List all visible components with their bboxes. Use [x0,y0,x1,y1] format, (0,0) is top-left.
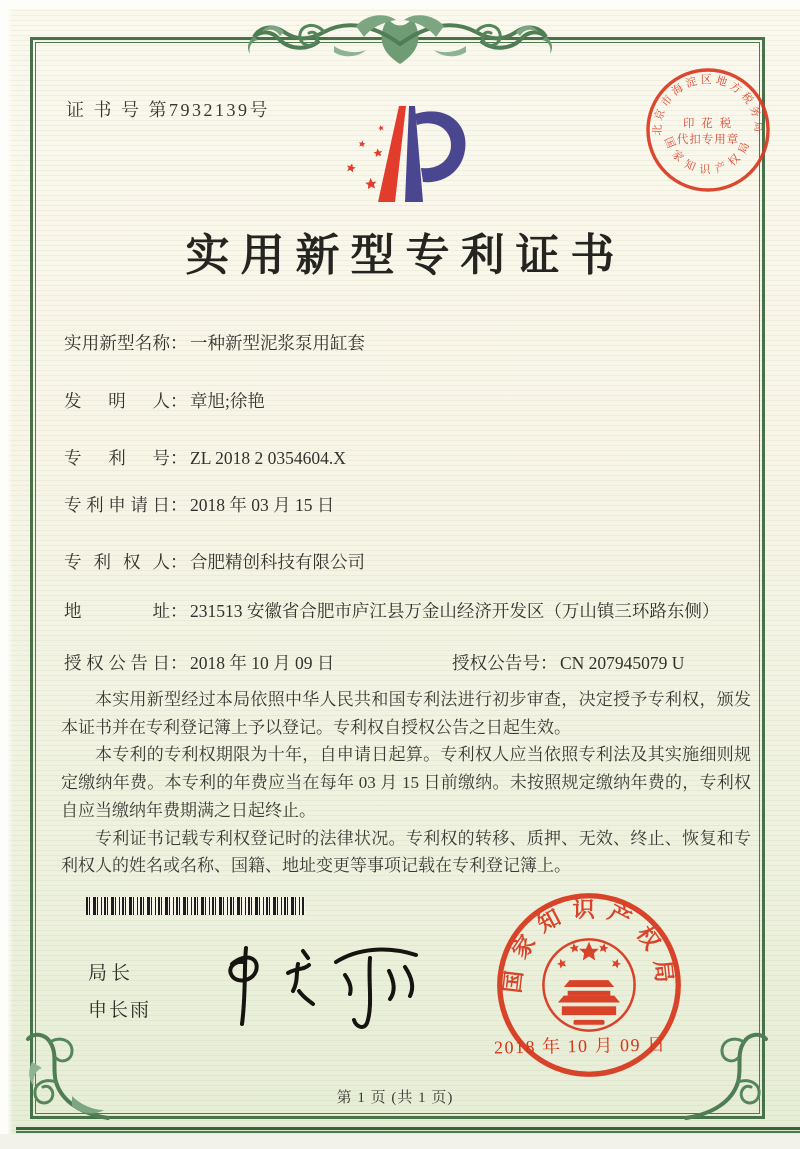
director-name: 申长雨 [88,1000,152,1021]
field-label: 实用新型名称 [64,333,170,353]
field-colon: ： [170,552,188,572]
field-colon: ： [170,653,188,673]
tax-seal-arc-top-text: 北京市海淀区地方税务局 [651,74,765,136]
body-paragraph-1: 本实用新型经过本局依照中华人民共和国专利法进行初步审查，决定授予专利权，颁发本证书并在专利登记簿上予以登记。专利权自授权公告之日起生效。 [61,690,751,737]
body-paragraph-2: 本专利的专利权期限为十年，自申请日起算。专利权人应当依照专利法及其实施细则规定缴纳年费。本专利的年费应当在每年 03 月 15 日前缴纳。未按照规定缴纳年费的，专利权自应当缴纳年费期满之日起终止。 [61,745,751,820]
field-colon: ： [170,601,188,621]
tax-seal-center-line1: 印 花 税 [682,118,734,130]
barcode [86,897,305,915]
field-colon: ： [170,448,188,468]
field-label: 专利申请日 [64,495,170,515]
top-flourish-ornament-icon [238,4,562,78]
page-number: 第 1 页 (共 1 页) [336,1090,454,1106]
field-label: 地址 [64,601,170,621]
director-title: 局长 [88,963,135,984]
bottom-right-flourish-icon [680,1022,772,1126]
field-row-inventors [64,388,750,414]
certificate-body-text [61,686,751,880]
field-label: 专利权人 [64,552,170,572]
cnipa-logo-icon [333,100,473,206]
scan-margin-left [0,0,13,1149]
field-row-address [64,598,735,624]
field-value: 章旭;徐艳 [190,391,265,411]
certificate-title: 实用新型专利证书 [185,231,626,280]
field-label: 授权公告日 [64,653,170,673]
cnipa-seal-arc-text: 国家知识产权局 [499,897,679,995]
field-row-patentee [64,549,750,575]
tax-seal-center-line2: 代扣专用章 [676,134,740,146]
field-colon: ： [170,495,188,515]
tax-stamp-seal-icon [642,64,774,196]
field-colon: ： [540,653,558,673]
national-emblem-icon [543,939,634,1030]
field-row-grant-date [64,650,764,676]
field-label: 专利号 [64,448,170,468]
grant-number-label: 授权公告号 [452,653,540,673]
field-value: 2018 年 10 月 09 日 [190,653,335,673]
certificate-number: 证 书 号 第7932139号 [66,100,270,120]
field-value: 231513 安徽省合肥市庐江县万金山经济开发区（万山镇三环路东侧） [190,601,720,621]
grant-number-group [452,650,740,676]
tax-seal-arc-bottom-text: 国家知识产权局 [661,135,755,177]
field-value: ZL 2018 2 0354604.X [190,448,346,468]
body-paragraph-3: 专利证书记载专利权登记时的法律状况。专利权的转移、质押、无效、终止、恢复和专利权人的姓名或名称、国籍、地址变更等事项记载在专利登记簿上。 [61,828,751,876]
field-value: 一种新型泥浆泵用缸套 [190,333,365,353]
bottom-left-flourish-icon [22,1022,114,1126]
field-label: 发明人 [64,391,170,411]
field-colon: ： [170,391,188,411]
handwritten-signature-icon [218,938,438,1033]
page-bottom-edge-line [16,1127,800,1134]
field-row-patent-number [64,445,750,471]
field-value: 2018 年 03 月 15 日 [190,495,335,515]
field-row-application-date [64,492,750,518]
field-value: 合肥精创科技有限公司 [190,552,365,572]
field-colon: ： [170,333,188,353]
field-row-utility-model-name [64,330,750,356]
scan-margin-bottom [0,1134,800,1149]
seal-date: 2018 年 10 月 09 日 [493,1034,667,1058]
grant-number-value: CN 207945079 U [560,653,685,673]
